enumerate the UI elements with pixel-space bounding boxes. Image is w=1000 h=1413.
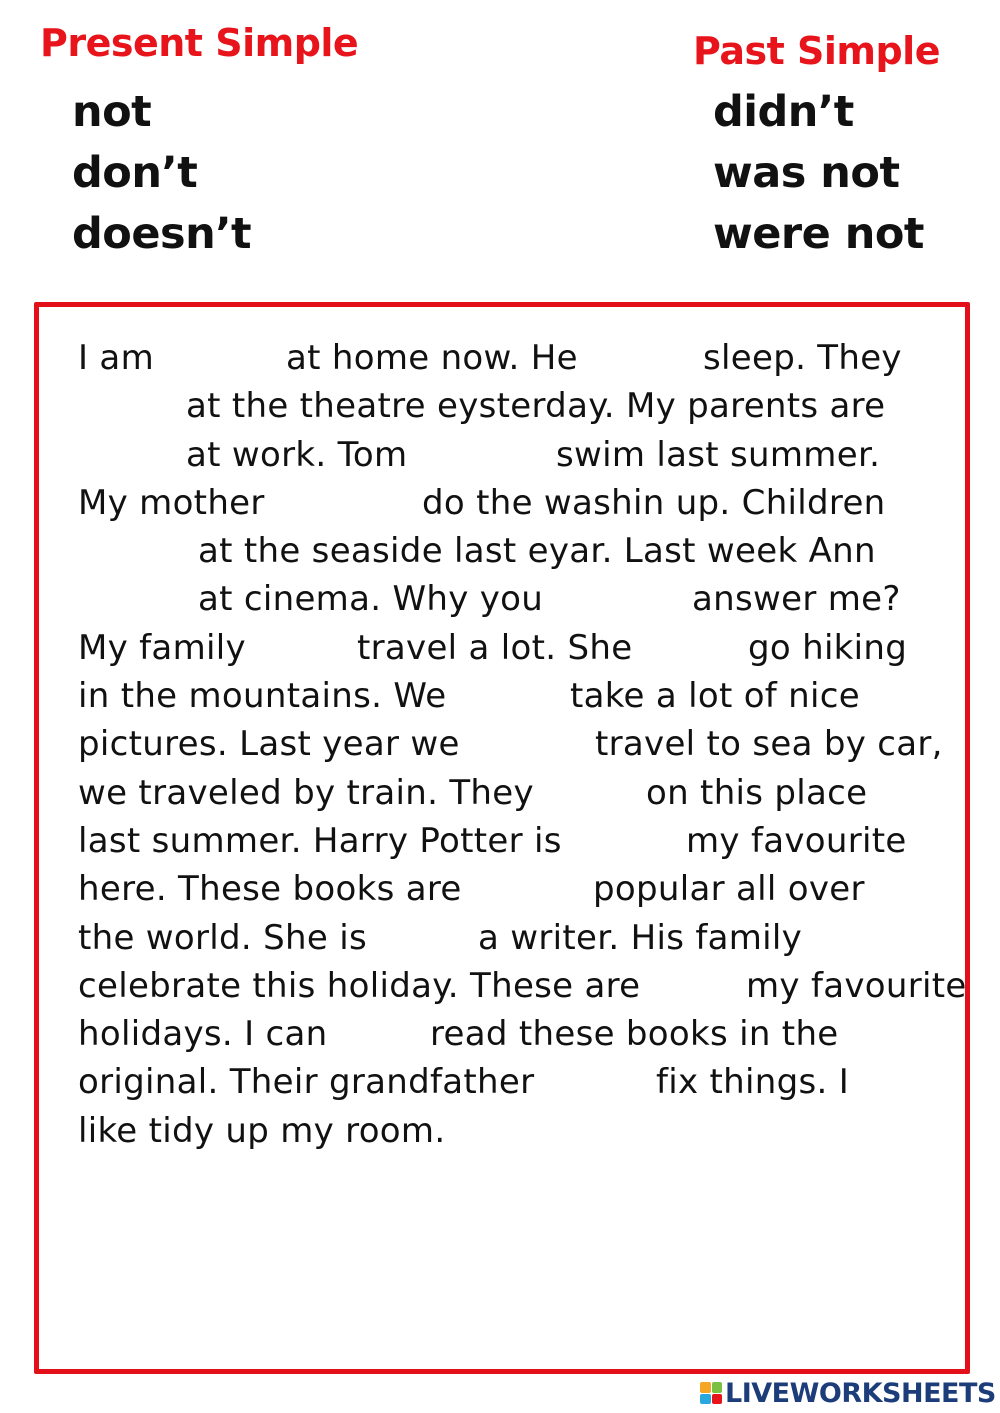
passage-line [78,817,978,865]
passage-text: answer me? [692,579,901,620]
passage-text: take a lot of nice [570,676,860,717]
passage-text: my favourite [686,820,907,861]
passage-text: at work. Tom [186,434,408,475]
passage-line [78,914,978,962]
passage-line [78,431,978,479]
passage-text: sleep. They [703,338,902,378]
past-word-didnt[interactable]: didn’t [713,87,854,137]
present-simple-heading: Present Simple [40,21,359,65]
passage-text: My mother [78,482,265,523]
passage-text: I am [78,338,154,378]
passage-line [78,1010,978,1058]
passage-line [78,334,978,382]
passage-text: in the mountains. We [78,676,447,717]
passage-line [78,624,978,672]
present-word-dont[interactable]: don’t [72,148,198,198]
passage-text: at the seaside last eyar. Last week Ann [198,531,876,572]
passage-text: like tidy up my room. [78,1110,446,1151]
passage-line [78,962,978,1010]
passage-text: on this place [646,772,868,813]
present-word-doesnt[interactable]: doesn’t [72,209,252,259]
passage-line [78,720,978,768]
passage-line [78,865,978,913]
passage-line [78,479,978,527]
passage-line [78,769,978,817]
passage-text: celebrate this holiday. These are [78,965,641,1006]
past-simple-word-list [713,82,924,265]
passage-text: swim last summer. [556,434,881,475]
passage-line [78,672,978,720]
logo-text: LIVEWORKSHEETS [725,1377,996,1409]
present-simple-word-list [72,82,251,265]
passage-line [78,1107,978,1155]
passage-line [78,527,978,575]
passage-text: travel a lot. She [357,627,633,668]
past-word-were-not[interactable]: were not [713,209,924,259]
passage-text: at cinema. Why you [198,579,544,620]
passage-text: my favourite [746,965,967,1006]
passage-line [78,382,978,430]
passage-text: a writer. His family [478,917,803,958]
passage-text: last summer. Harry Potter is [78,820,562,861]
liveworksheets-logo [700,1377,996,1409]
passage-text: go hiking [748,627,908,668]
exercise-passage [78,334,978,1155]
passage-text: travel to sea by car, [595,724,943,765]
present-word-not[interactable]: not [72,87,152,137]
passage-text: we traveled by train. They [78,772,534,813]
passage-text: original. Their grandfather [78,1062,535,1103]
passage-line [78,1058,978,1106]
passage-text: My family [78,627,246,668]
passage-text: read these books in the [430,1014,839,1055]
passage-text: here. These books are [78,869,462,910]
passage-text: popular all over [593,869,865,910]
passage-text: pictures. Last year we [78,724,460,765]
passage-text: do the washin up. Children [422,482,886,523]
past-simple-heading: Past Simple [693,29,940,73]
passage-text: the world. She is [78,917,367,958]
passage-text: fix things. I [656,1062,850,1103]
passage-text: at the theatre eysterday. My parents are [186,386,886,427]
passage-line [78,575,978,623]
passage-text: holidays. I can [78,1014,328,1055]
past-word-was-not[interactable]: was not [713,148,900,198]
liveworksheets-logo-icon [700,1382,722,1404]
passage-text: at home now. He [286,338,578,378]
